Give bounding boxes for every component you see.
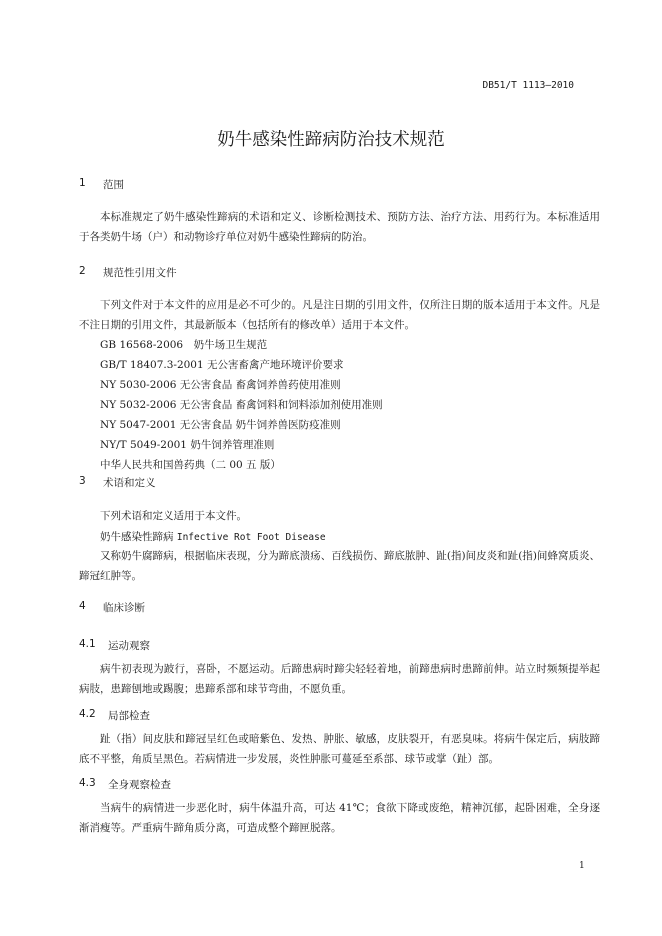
section-2-paragraph: 下列文件对于本文件的应用是必不可少的。凡是注日期的引用文件，仅所注日期的版本适用于本文件。凡是不注日期的引用文件，其最新版本（包括所有的修改单）适用于本文件。: [79, 299, 600, 331]
section-number: 1: [79, 177, 86, 189]
term-entry: [100, 529, 326, 544]
section-4-1-paragraph: 病牛初表现为跛行，喜卧，不愿运动。后蹄患病时蹄尖轻轻着地，前蹄患病时患蹄前伸。站立时频频提举起病肢，患蹄刨地或踢腹；患蹄系部和球节弯曲，不愿负重。: [79, 663, 600, 695]
section-4-2-heading: [79, 708, 150, 722]
term-english: Infective Rot Foot Disease: [176, 532, 326, 543]
section-1-paragraph: 本标准规定了奶牛感染性蹄病的术语和定义、诊断检测技术、预防方法、治疗方法、用药行为。本标准适用于各类奶牛场（户）和动物诊疗单位对奶牛感染性蹄病的防治。: [79, 211, 600, 243]
section-4-2-paragraph: 趾（指）间皮肤和蹄冠呈红色或暗紫色、发热、肿胀、敏感，皮肤裂开，有恶臭味。将病牛保定后，病肢蹄底不平整，角质呈黑色。若病情进一步发展，炎性肿胀可蔓延至系部、球节或掌（趾）部。: [79, 733, 600, 765]
reference-item: 中华人民共和国兽药典（二 00 五 版）: [100, 459, 281, 471]
reference-item: NY 5032-2006 无公害食品 畜禽饲料和饲料添加剂使用准则: [100, 399, 383, 411]
section-title: 运动观察: [108, 640, 150, 652]
section-number: 4: [79, 600, 86, 612]
section-4-heading: [79, 600, 145, 614]
section-4-1-heading: [79, 638, 150, 652]
section-title: 规范性引用文件: [103, 267, 177, 279]
reference-item: GB/T 18407.3-2001 无公害畜禽产地环境评价要求: [100, 359, 344, 371]
section-4-3-paragraph: 当病牛的病情进一步恶化时，病牛体温升高，可达 41℃；食欲下降或废绝，精神沉郁，起卧困难，全身逐渐消瘦等。严重病牛蹄角质分离，可造成整个蹄匣脱落。: [79, 802, 600, 834]
term-definition: 又称奶牛腐蹄病，根据临床表现，分为蹄底溃疡、百线损伤、蹄底脓肿、趾(指)间皮炎和趾(指)间蜂窝质炎、蹄冠红肿等。: [79, 550, 600, 582]
section-title: 临床诊断: [103, 602, 145, 614]
section-1-heading: [79, 177, 124, 191]
section-3-intro: 下列术语和定义适用于本文件。: [100, 510, 247, 522]
page-number: 1: [579, 861, 585, 871]
section-number: 3: [79, 475, 86, 487]
document-code: DB51/T 1113—2010: [482, 80, 574, 91]
section-4-3-heading: [79, 777, 171, 791]
section-number: 4.2: [79, 708, 96, 720]
section-number: 4.3: [79, 777, 96, 789]
section-number: 2: [79, 265, 86, 277]
section-title: 范围: [103, 179, 124, 191]
section-title: 术语和定义: [103, 477, 156, 489]
section-2-heading: [79, 265, 177, 279]
document-title: 奶牛感染性蹄病防治技术规范: [217, 130, 445, 150]
term-chinese: 奶牛感染性蹄病: [100, 531, 174, 543]
reference-item: GB 16568-2006 奶牛场卫生规范: [100, 339, 268, 351]
reference-item: NY 5047-2001 无公害食品 奶牛饲养兽医防疫准则: [100, 419, 341, 431]
section-3-heading: [79, 475, 156, 489]
reference-item: NY 5030-2006 无公害食品 畜禽饲养兽药使用准则: [100, 379, 341, 391]
reference-item: NY/T 5049-2001 奶牛饲养管理准则: [100, 439, 275, 451]
section-number: 4.1: [79, 638, 96, 650]
section-title: 全身观察检查: [108, 779, 171, 791]
section-title: 局部检查: [108, 710, 150, 722]
